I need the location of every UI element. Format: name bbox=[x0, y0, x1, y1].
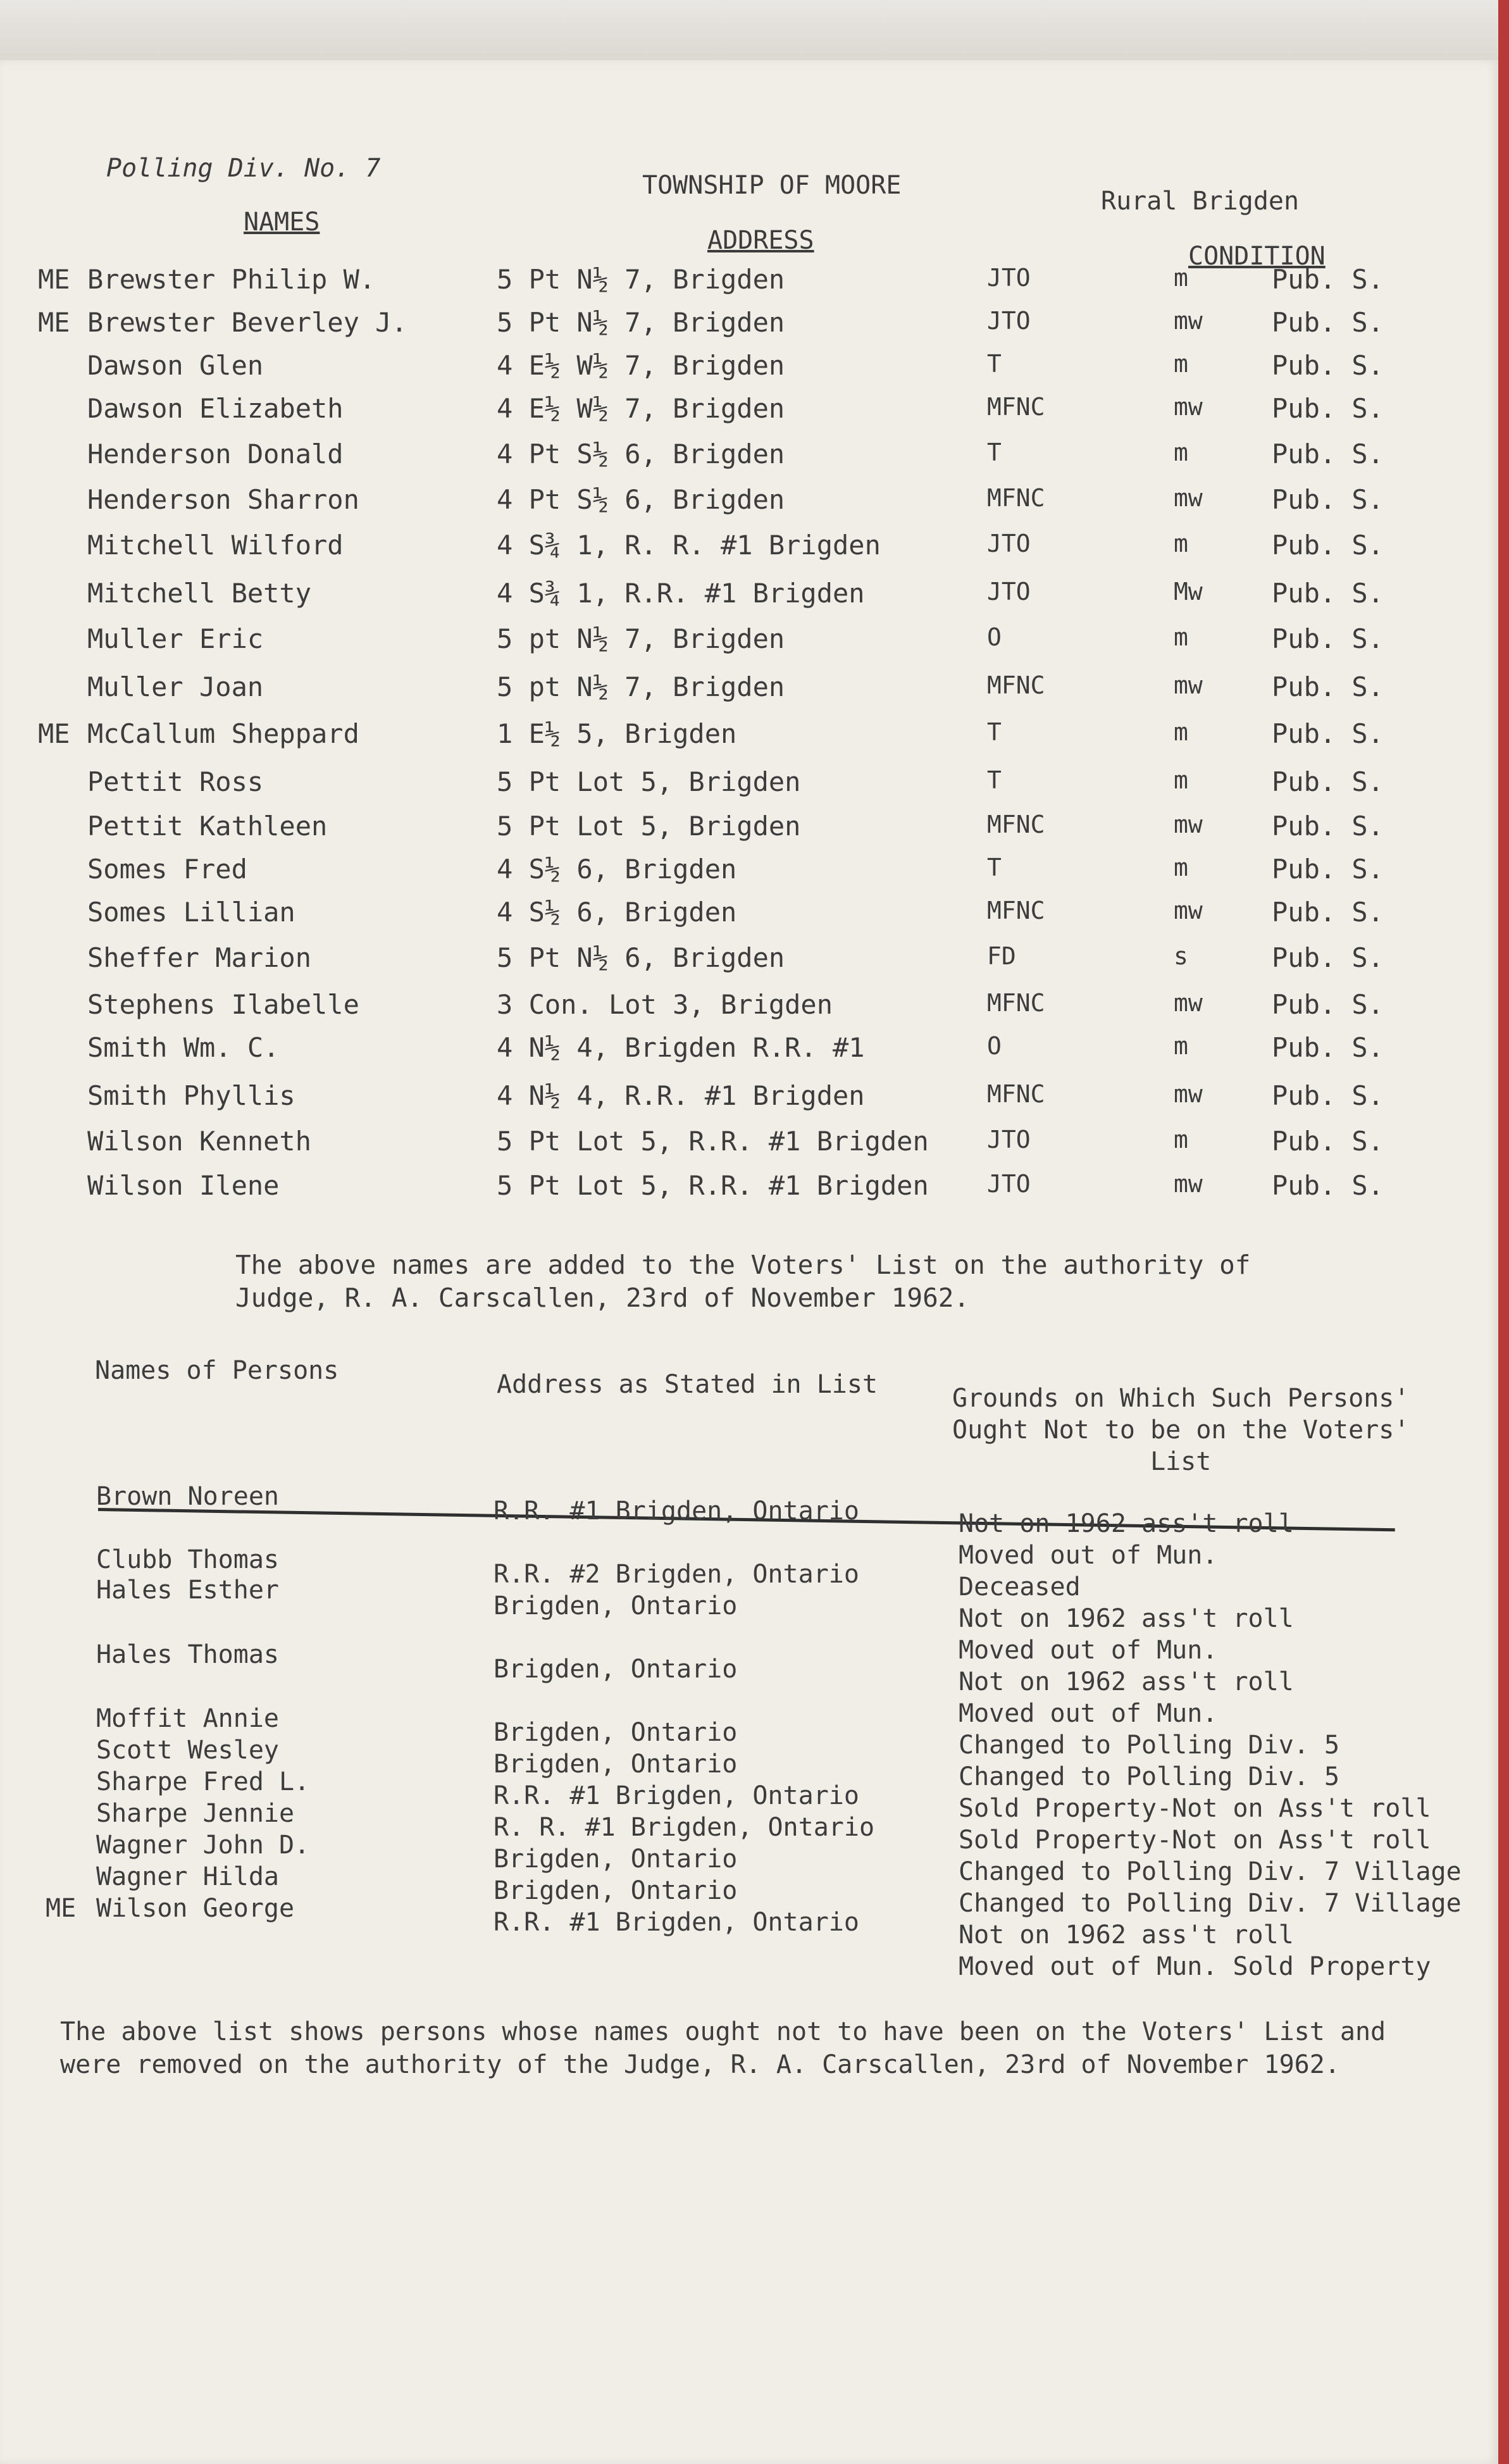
removed-reason: Deceased bbox=[959, 1572, 1081, 1602]
removed-address: R.R. #1 Brigden, Ontario bbox=[494, 1496, 859, 1526]
voter-school: Pub. S. bbox=[1272, 484, 1384, 515]
voter-school: Pub. S. bbox=[1272, 1126, 1384, 1157]
voter-address: 5 Pt Lot 5, Brigden bbox=[497, 811, 801, 842]
removed-reason: Not on 1962 ass't roll bbox=[959, 1604, 1294, 1633]
voter-school: Pub. S. bbox=[1272, 942, 1384, 973]
voter-name: Smith Wm. C. bbox=[87, 1032, 280, 1063]
removed-reason: Moved out of Mun. bbox=[959, 1699, 1218, 1728]
voter-code: MFNC bbox=[987, 484, 1045, 512]
voter-code: T bbox=[987, 718, 1002, 746]
table-row bbox=[0, 942, 1498, 980]
voter-school: Pub. S. bbox=[1272, 393, 1384, 424]
removed-address: Brigden, Ontario bbox=[494, 1876, 738, 1905]
voter-status: m bbox=[1174, 718, 1188, 746]
voter-school: Pub. S. bbox=[1272, 530, 1384, 561]
voter-name: Brewster Philip W. bbox=[87, 264, 376, 295]
removed-reason: Moved out of Mun. bbox=[959, 1541, 1218, 1570]
removed-reason: Moved out of Mun. bbox=[959, 1636, 1218, 1665]
removed-reason: Sold Property-Not on Ass't roll bbox=[959, 1794, 1431, 1823]
voter-status: mw bbox=[1174, 1170, 1203, 1198]
voter-school: Pub. S. bbox=[1272, 264, 1384, 295]
removed-address-header: Address as Stated in List bbox=[497, 1370, 878, 1399]
removed-name: Wagner John D. bbox=[96, 1831, 310, 1860]
voter-address: 4 E½ W½ 7, Brigden bbox=[497, 350, 785, 381]
voter-name: Mitchell Wilford bbox=[87, 530, 344, 561]
table-row bbox=[0, 578, 1498, 616]
voter-name: Mitchell Betty bbox=[87, 578, 312, 609]
voter-school: Pub. S. bbox=[1272, 671, 1384, 702]
removed-address: Brigden, Ontario bbox=[494, 1718, 738, 1747]
voter-status: mw bbox=[1174, 307, 1203, 335]
removed-note-line: were removed on the authority of the Judge, R. A. Carscallen, 23rd of November 1962. bbox=[60, 2050, 1340, 2079]
voter-address: 5 pt N½ 7, Brigden bbox=[497, 623, 785, 654]
voter-code: T bbox=[987, 350, 1002, 378]
voter-school: Pub. S. bbox=[1272, 307, 1384, 338]
voter-name: Wilson Kenneth bbox=[87, 1126, 312, 1157]
voter-status: mw bbox=[1174, 1080, 1203, 1108]
voter-address: 4 S½ 6, Brigden bbox=[497, 854, 737, 885]
voter-school: Pub. S. bbox=[1272, 578, 1384, 609]
table-row bbox=[0, 393, 1498, 431]
removed-name: Moffit Annie bbox=[96, 1704, 279, 1733]
table-row bbox=[0, 1170, 1498, 1208]
voter-school: Pub. S. bbox=[1272, 1080, 1384, 1111]
added-note-line: Judge, R. A. Carscallen, 23rd of November 1962. bbox=[235, 1283, 970, 1313]
removed-address: Brigden, Ontario bbox=[494, 1750, 738, 1779]
table-row bbox=[0, 897, 1498, 935]
table-row bbox=[0, 1032, 1498, 1070]
voter-status: m bbox=[1174, 530, 1188, 557]
voter-address: 4 S¾ 1, R. R. #1 Brigden bbox=[497, 530, 881, 561]
voter-address: 5 Pt N½ 7, Brigden bbox=[497, 307, 785, 338]
voter-code: MFNC bbox=[987, 811, 1045, 838]
removed-reason: Changed to Polling Div. 5 bbox=[959, 1762, 1340, 1791]
removed-reason: Sold Property-Not on Ass't roll bbox=[959, 1826, 1431, 1855]
voter-status: mw bbox=[1174, 484, 1203, 512]
voter-code: O bbox=[987, 623, 1002, 651]
voter-school: Pub. S. bbox=[1272, 718, 1384, 749]
grounds-header-line: Ought Not to be on the Voters' bbox=[952, 1416, 1410, 1445]
removed-name: Hales Esther bbox=[96, 1576, 279, 1605]
voter-code: JTO bbox=[987, 1170, 1031, 1198]
condition-column-header: CONDITION bbox=[1188, 242, 1326, 271]
table-row bbox=[0, 989, 1498, 1027]
voter-status: mw bbox=[1174, 393, 1203, 421]
voter-code: MFNC bbox=[987, 989, 1045, 1017]
voter-address: 5 Pt N½ 7, Brigden bbox=[497, 264, 785, 295]
table-row bbox=[0, 718, 1498, 756]
voter-code: T bbox=[987, 766, 1002, 794]
removed-address: R. R. #1 Brigden, Ontario bbox=[494, 1813, 875, 1842]
voter-name: Brewster Beverley J. bbox=[87, 307, 407, 338]
voter-status: s bbox=[1174, 942, 1188, 970]
removed-name: Brown Noreen bbox=[96, 1482, 279, 1511]
voter-code: MFNC bbox=[987, 671, 1045, 699]
removed-grounds-header bbox=[952, 1383, 1409, 1478]
removed-reason: Moved out of Mun. Sold Property bbox=[959, 1952, 1431, 1981]
removed-address: R.R. #1 Brigden, Ontario bbox=[494, 1781, 859, 1810]
voter-address: 4 Pt S½ 6, Brigden bbox=[497, 484, 785, 515]
voter-code: JTO bbox=[987, 264, 1031, 292]
voter-status: m bbox=[1174, 350, 1188, 378]
removed-name: Wagner Hilda bbox=[96, 1862, 279, 1891]
removed-reason: Not on 1962 ass't roll bbox=[959, 1920, 1294, 1950]
voter-code: O bbox=[987, 1032, 1002, 1060]
table-row bbox=[0, 766, 1498, 804]
voter-address: 4 N½ 4, Brigden R.R. #1 bbox=[497, 1032, 865, 1063]
voter-status: mw bbox=[1174, 671, 1203, 699]
removed-name: Scott Wesley bbox=[96, 1736, 279, 1765]
voter-address: 4 N½ 4, R.R. #1 Brigden bbox=[497, 1080, 865, 1111]
voter-code: JTO bbox=[987, 530, 1031, 557]
voter-school: Pub. S. bbox=[1272, 623, 1384, 654]
table-row bbox=[0, 854, 1498, 892]
scan-top-strip bbox=[0, 0, 1498, 60]
removed-note bbox=[60, 2015, 1386, 2081]
voter-code: JTO bbox=[987, 578, 1031, 606]
voter-name: Somes Fred bbox=[87, 854, 247, 885]
me-prefix: ME bbox=[46, 1894, 77, 1923]
removed-reason: Not on 1962 ass't roll bbox=[959, 1667, 1294, 1696]
voter-name: Muller Joan bbox=[87, 671, 264, 702]
me-prefix: ME bbox=[38, 264, 70, 295]
names-column-header: NAMES bbox=[244, 208, 320, 237]
table-row bbox=[0, 439, 1498, 476]
voter-status: Mw bbox=[1174, 578, 1203, 606]
voter-name: Sheffer Marion bbox=[87, 942, 312, 973]
removed-address: Brigden, Ontario bbox=[494, 1591, 738, 1621]
table-row bbox=[0, 484, 1498, 522]
voter-name: Dawson Glen bbox=[87, 350, 264, 381]
removed-name: Sharpe Jennie bbox=[96, 1799, 295, 1828]
voter-school: Pub. S. bbox=[1272, 854, 1384, 885]
voter-address: 5 pt N½ 7, Brigden bbox=[497, 671, 785, 702]
voter-name: Henderson Sharron bbox=[87, 484, 359, 515]
removed-address: R.R. #2 Brigden, Ontario bbox=[494, 1560, 859, 1589]
table-row bbox=[0, 811, 1498, 849]
table-row bbox=[0, 264, 1498, 302]
township-title: TOWNSHIP OF MOORE bbox=[642, 171, 902, 200]
voter-name: Wilson Ilene bbox=[87, 1170, 280, 1201]
removed-reason: Changed to Polling Div. 7 Village bbox=[959, 1889, 1462, 1918]
voter-code: MFNC bbox=[987, 1080, 1045, 1108]
voter-school: Pub. S. bbox=[1272, 989, 1384, 1020]
voter-address: 4 S½ 6, Brigden bbox=[497, 897, 737, 928]
removed-note-line: The above list shows persons whose names ought not to have been on the Voters' List and bbox=[60, 2017, 1386, 2046]
voter-code: FD bbox=[987, 942, 1016, 970]
voter-school: Pub. S. bbox=[1272, 897, 1384, 928]
voter-status: m bbox=[1174, 854, 1188, 881]
region-title: Rural Brigden bbox=[1101, 187, 1300, 216]
voter-code: MFNC bbox=[987, 897, 1045, 924]
polling-division: Polling Div. No. 7 bbox=[106, 154, 381, 183]
voter-address: 1 E½ 5, Brigden bbox=[497, 718, 737, 749]
voter-name: Pettit Kathleen bbox=[87, 811, 328, 842]
grounds-header-line: List bbox=[1150, 1447, 1212, 1476]
table-row bbox=[0, 1080, 1498, 1118]
voter-name: Smith Phyllis bbox=[87, 1080, 295, 1111]
voter-code: JTO bbox=[987, 1126, 1031, 1154]
voter-school: Pub. S. bbox=[1272, 811, 1384, 842]
voter-status: m bbox=[1174, 766, 1188, 794]
added-note bbox=[235, 1248, 1250, 1314]
voter-school: Pub. S. bbox=[1272, 350, 1384, 381]
removed-name: Clubb Thomas bbox=[96, 1545, 279, 1574]
voter-code: T bbox=[987, 854, 1002, 881]
voter-school: Pub. S. bbox=[1272, 1170, 1384, 1201]
table-row bbox=[0, 530, 1498, 568]
voter-code: MFNC bbox=[987, 393, 1045, 421]
voter-address: 5 Pt Lot 5, Brigden bbox=[497, 766, 801, 797]
document-page bbox=[0, 60, 1498, 2464]
removed-name: Sharpe Fred L. bbox=[96, 1767, 310, 1796]
removed-address: Brigden, Ontario bbox=[494, 1655, 738, 1684]
table-row bbox=[0, 307, 1498, 345]
voter-address: 5 Pt N½ 6, Brigden bbox=[497, 942, 785, 973]
removed-address: Brigden, Ontario bbox=[494, 1845, 738, 1874]
voter-name: Muller Eric bbox=[87, 623, 264, 654]
voter-address: 4 S¾ 1, R.R. #1 Brigden bbox=[497, 578, 865, 609]
binder-edge bbox=[1498, 0, 1509, 2464]
voter-status: mw bbox=[1174, 811, 1203, 838]
removed-reason: Not on 1962 ass't roll bbox=[959, 1509, 1294, 1538]
voter-name: McCallum Sheppard bbox=[87, 718, 359, 749]
voter-status: m bbox=[1174, 1032, 1188, 1060]
voter-status: mw bbox=[1174, 989, 1203, 1017]
table-row bbox=[0, 623, 1498, 661]
voter-status: m bbox=[1174, 264, 1188, 292]
removed-name: Wilson George bbox=[96, 1894, 295, 1923]
voter-school: Pub. S. bbox=[1272, 766, 1384, 797]
voter-status: m bbox=[1174, 1126, 1188, 1154]
removed-reason: Changed to Polling Div. 7 Village bbox=[959, 1857, 1462, 1886]
removed-name: Hales Thomas bbox=[96, 1640, 279, 1669]
voter-address: 5 Pt Lot 5, R.R. #1 Brigden bbox=[497, 1126, 929, 1157]
voter-status: m bbox=[1174, 439, 1188, 466]
table-row bbox=[0, 671, 1498, 709]
added-note-line: The above names are added to the Voters' List on the authority of bbox=[235, 1250, 1251, 1280]
voter-name: Henderson Donald bbox=[87, 439, 344, 470]
voter-name: Stephens Ilabelle bbox=[87, 989, 359, 1020]
voter-address: 5 Pt Lot 5, R.R. #1 Brigden bbox=[497, 1170, 929, 1201]
table-row bbox=[0, 350, 1498, 388]
voter-address: 4 Pt S½ 6, Brigden bbox=[497, 439, 785, 470]
voter-school: Pub. S. bbox=[1272, 439, 1384, 470]
grounds-header-line: Grounds on Which Such Persons' bbox=[952, 1384, 1410, 1413]
voter-code: T bbox=[987, 439, 1002, 466]
voter-name: Pettit Ross bbox=[87, 766, 264, 797]
me-prefix: ME bbox=[38, 718, 70, 749]
voter-code: JTO bbox=[987, 307, 1031, 335]
voter-status: mw bbox=[1174, 897, 1203, 924]
me-prefix: ME bbox=[38, 307, 70, 338]
address-column-header: ADDRESS bbox=[707, 226, 814, 255]
voter-school: Pub. S. bbox=[1272, 1032, 1384, 1063]
removed-names-header: Names of Persons bbox=[95, 1356, 339, 1385]
voter-name: Dawson Elizabeth bbox=[87, 393, 344, 424]
removed-reason: Changed to Polling Div. 5 bbox=[959, 1731, 1340, 1760]
voter-address: 3 Con. Lot 3, Brigden bbox=[497, 989, 833, 1020]
voter-status: m bbox=[1174, 623, 1188, 651]
voter-name: Somes Lillian bbox=[87, 897, 295, 928]
table-row bbox=[0, 1126, 1498, 1164]
voter-address: 4 E½ W½ 7, Brigden bbox=[497, 393, 785, 424]
removed-address: R.R. #1 Brigden, Ontario bbox=[494, 1908, 859, 1937]
